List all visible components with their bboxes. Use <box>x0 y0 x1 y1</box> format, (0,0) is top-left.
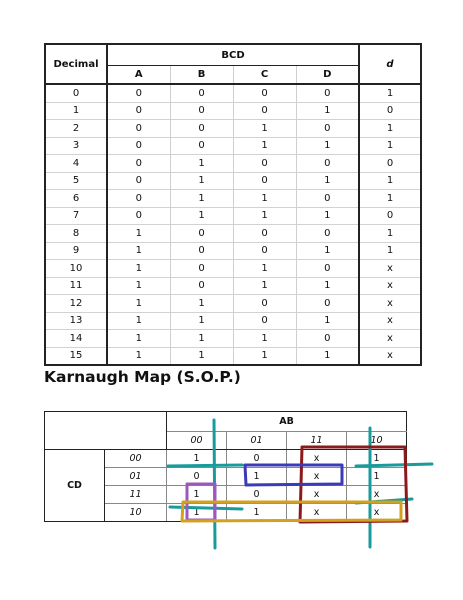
bcd-cell: 0 <box>296 260 359 278</box>
bcd-cell: 0 <box>233 102 296 120</box>
kmap-cell: x <box>287 468 347 486</box>
bcd-cell: 0 <box>296 190 359 208</box>
output-cell: x <box>359 295 421 313</box>
bcd-cell: 1 <box>233 207 296 225</box>
bcd-cell: 1 <box>107 277 170 295</box>
bcd-cell: 1 <box>170 155 233 173</box>
bcd-cell: 1 <box>107 260 170 278</box>
decimal-cell: 2 <box>45 120 107 138</box>
bcd-cell: 0 <box>107 84 170 102</box>
bcd-cell: 1 <box>296 172 359 190</box>
bcd-cell: 0 <box>170 277 233 295</box>
bcd-cell: 0 <box>233 172 296 190</box>
output-cell: 1 <box>359 137 421 155</box>
bcd-cell: 0 <box>170 137 233 155</box>
kmap-cell: 0 <box>167 468 227 486</box>
bcd-cell: 0 <box>107 120 170 138</box>
bcd-cell: 1 <box>296 242 359 260</box>
output-cell: 1 <box>359 120 421 138</box>
output-cell: 0 <box>359 207 421 225</box>
col-header-c: C <box>233 66 296 85</box>
bcd-cell: 0 <box>233 84 296 102</box>
output-cell: 1 <box>359 225 421 243</box>
bcd-cell: 1 <box>233 347 296 365</box>
decimal-cell: 6 <box>45 190 107 208</box>
bcd-cell: 0 <box>107 102 170 120</box>
kmap-row-label: 11 <box>105 486 167 504</box>
kmap-cell: x <box>287 450 347 468</box>
col-header-d: D <box>296 66 359 85</box>
decimal-cell: 1 <box>45 102 107 120</box>
output-cell: x <box>359 347 421 365</box>
col-header-b: B <box>170 66 233 85</box>
bcd-cell: 1 <box>170 347 233 365</box>
kmap-cell: x <box>287 486 347 504</box>
output-cell: 0 <box>359 102 421 120</box>
bcd-cell: 1 <box>296 137 359 155</box>
kmap-cell: x <box>347 504 407 522</box>
kmap-cell: 1 <box>227 504 287 522</box>
bcd-cell: 1 <box>107 312 170 330</box>
bcd-cell: 0 <box>107 155 170 173</box>
kmap-cell: x <box>347 486 407 504</box>
bcd-cell: 0 <box>296 84 359 102</box>
bcd-cell: 1 <box>107 330 170 348</box>
bcd-cell: 0 <box>296 120 359 138</box>
teal-marker-line <box>170 507 242 509</box>
bcd-cell: 0 <box>107 190 170 208</box>
decimal-cell: 3 <box>45 137 107 155</box>
bcd-cell: 0 <box>170 225 233 243</box>
kmap-cell: 0 <box>227 486 287 504</box>
decimal-header: Decimal <box>45 44 107 84</box>
bcd-cell: 1 <box>233 330 296 348</box>
bcd-cell: 0 <box>170 242 233 260</box>
output-cell: 1 <box>359 190 421 208</box>
bcd-cell: 1 <box>233 120 296 138</box>
kmap-col-label: 00 <box>167 432 227 450</box>
output-cell: 1 <box>359 172 421 190</box>
bcd-cell: 1 <box>233 137 296 155</box>
bcd-cell: 1 <box>170 330 233 348</box>
blue-group-outline <box>245 465 342 485</box>
decimal-cell: 15 <box>45 347 107 365</box>
kmap-row-label: 10 <box>105 504 167 522</box>
output-cell: x <box>359 312 421 330</box>
col-header-a: A <box>107 66 170 85</box>
bcd-cell: 0 <box>296 330 359 348</box>
bcd-cell: 1 <box>170 295 233 313</box>
bcd-cell: 0 <box>233 312 296 330</box>
kmap-col-label: 01 <box>227 432 287 450</box>
bcd-cell: 1 <box>170 190 233 208</box>
kmap-title: Karnaugh Map (S.O.P.) <box>44 368 241 386</box>
bcd-cell: 0 <box>170 102 233 120</box>
kmap-cell: 1 <box>167 450 227 468</box>
bcd-cell: 1 <box>233 190 296 208</box>
kmap-cell: 1 <box>167 504 227 522</box>
bcd-cell: 1 <box>107 242 170 260</box>
bcd-cell: 1 <box>233 277 296 295</box>
kmap-row-label: 01 <box>105 468 167 486</box>
bcd-cell: 1 <box>296 207 359 225</box>
kmap-cell: x <box>287 504 347 522</box>
kmap-row-label: 00 <box>105 450 167 468</box>
kmap-col-var: AB <box>167 412 407 432</box>
bcd-cell: 0 <box>233 155 296 173</box>
bcd-cell: 1 <box>170 312 233 330</box>
kmap-col-label: 10 <box>347 432 407 450</box>
kmap-cell: 0 <box>227 450 287 468</box>
decimal-cell: 4 <box>45 155 107 173</box>
kmap-col-label: 11 <box>287 432 347 450</box>
bcd-cell: 1 <box>233 260 296 278</box>
bcd-cell: 1 <box>107 225 170 243</box>
teal-marker-line <box>168 465 242 466</box>
bcd-cell: 1 <box>107 295 170 313</box>
decimal-cell: 7 <box>45 207 107 225</box>
decimal-cell: 10 <box>45 260 107 278</box>
output-cell: 1 <box>359 84 421 102</box>
bcd-cell: 1 <box>170 172 233 190</box>
bcd-cell: 0 <box>107 207 170 225</box>
decimal-cell: 13 <box>45 312 107 330</box>
decimal-cell: 14 <box>45 330 107 348</box>
bcd-cell: 0 <box>296 155 359 173</box>
bcd-cell: 0 <box>233 295 296 313</box>
bcd-cell: 1 <box>296 347 359 365</box>
output-cell: x <box>359 277 421 295</box>
decimal-cell: 0 <box>45 84 107 102</box>
bcd-cell: 0 <box>107 172 170 190</box>
teal-marker-line <box>356 464 432 466</box>
bcd-cell: 0 <box>233 242 296 260</box>
bcd-cell: 0 <box>170 120 233 138</box>
bcd-cell: 0 <box>296 295 359 313</box>
bcd-cell: 0 <box>170 84 233 102</box>
output-cell: x <box>359 260 421 278</box>
kmap-cell: 1 <box>227 468 287 486</box>
bcd-cell: 0 <box>170 260 233 278</box>
decimal-cell: 5 <box>45 172 107 190</box>
output-d-header: d <box>359 44 421 84</box>
bcd-cell: 1 <box>107 347 170 365</box>
decimal-cell: 8 <box>45 225 107 243</box>
output-cell: x <box>359 330 421 348</box>
output-cell: 1 <box>359 242 421 260</box>
bcd-cell: 1 <box>296 277 359 295</box>
decimal-cell: 12 <box>45 295 107 313</box>
bcd-header: BCD <box>107 44 359 66</box>
bcd-cell: 1 <box>170 207 233 225</box>
output-cell: 0 <box>359 155 421 173</box>
decimal-cell: 11 <box>45 277 107 295</box>
kmap-cell: 1 <box>347 450 407 468</box>
bcd-cell: 0 <box>233 225 296 243</box>
bcd-cell: 1 <box>296 102 359 120</box>
bcd-cell: 0 <box>107 137 170 155</box>
kmap-cell: 1 <box>167 486 227 504</box>
decimal-cell: 9 <box>45 242 107 260</box>
kmap-row-var: CD <box>45 450 105 522</box>
kmap-cell: 1 <box>347 468 407 486</box>
bcd-cell: 1 <box>296 312 359 330</box>
bcd-cell: 0 <box>296 225 359 243</box>
